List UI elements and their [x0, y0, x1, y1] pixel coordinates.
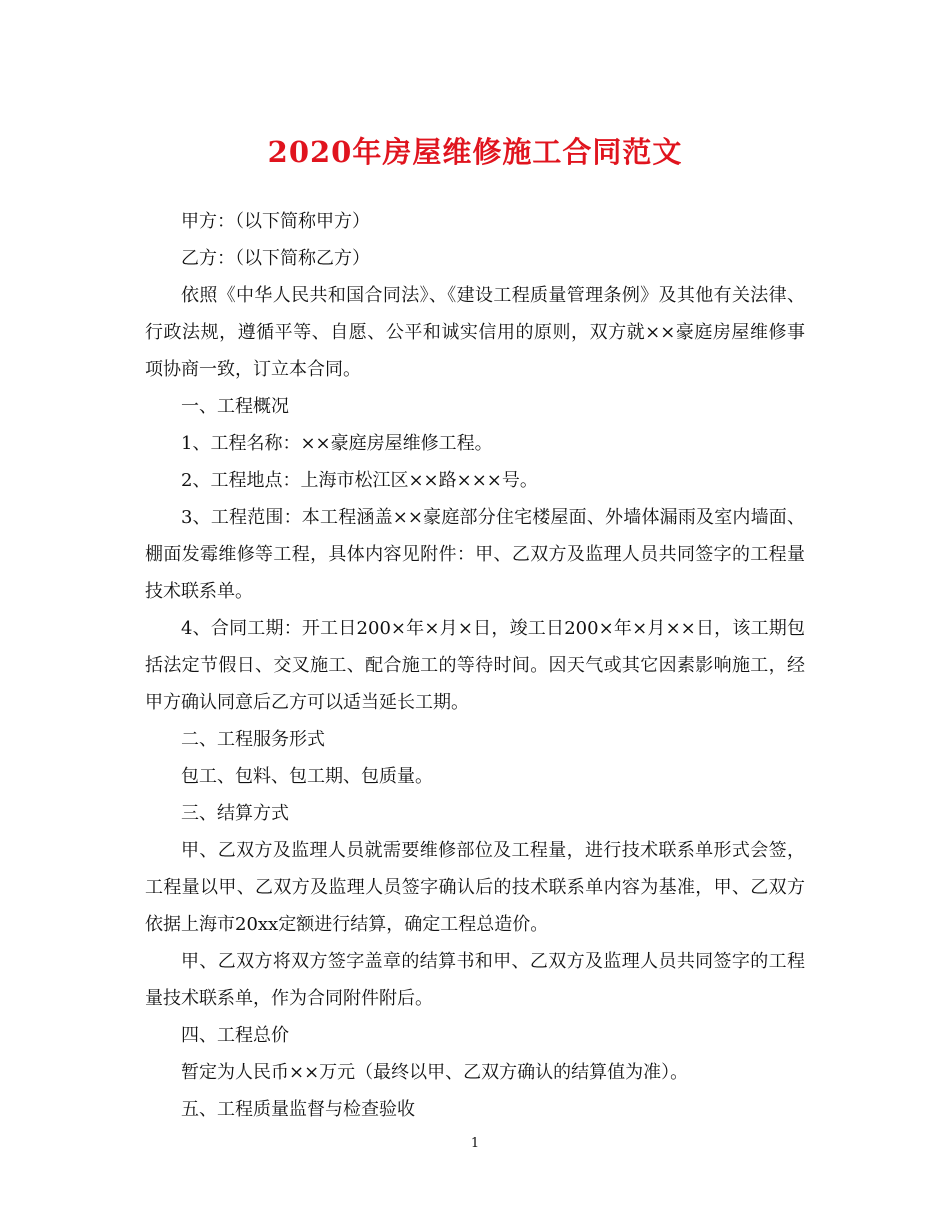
section-heading: 五、工程质量监督与检查验收 [181, 1099, 415, 1120]
clause-paragraph: 包工、包料、包工期、包质量。 [181, 766, 433, 787]
party-a-line: 甲方：（以下简称甲方） [181, 211, 370, 232]
section-heading: 四、工程总价 [181, 1025, 289, 1046]
clause-paragraph: 暂定为人民币××万元（最终以甲、乙双方确认的结算值为准）。 [181, 1062, 689, 1083]
clause-paragraph: 甲、乙双方及监理人员就需要维修部位及工程量，进行技术联系单形式会签，工程量以甲、乙双方及监理人员签字确认后的技术联系单内容为基准，甲、乙双方依据上海市20xx定额进行结算，确定工程总造价。 [145, 840, 805, 935]
section-heading: 一、工程概况 [181, 396, 289, 417]
section-heading: 三、结算方式 [181, 803, 289, 824]
party-b-line: 乙方：（以下简称乙方） [181, 248, 370, 269]
clause-paragraph: 1、工程名称：××豪庭房屋维修工程。 [181, 433, 493, 454]
page-number: 1 [470, 1136, 480, 1151]
preamble-paragraph: 依照《中华人民共和国合同法》、《建设工程质量管理条例》及其他有关法律、行政法规，遵循平等、自愿、公平和诚实信用的原则，双方就××豪庭房屋维修事项协商一致，订立本合同。 [145, 285, 805, 380]
clause-paragraph: 4、合同工期：开工日200×年×月×日，竣工日200×年×月××日，该工期包括法定节假日、交叉施工、配合施工的等待时间。因天气或其它因素影响施工，经甲方确认同意后乙方可以适当延长工期。 [145, 618, 805, 713]
section-heading: 二、工程服务形式 [181, 729, 325, 750]
clause-paragraph: 甲、乙双方将双方签字盖章的结算书和甲、乙双方及监理人员共同签字的工程量技术联系单，作为合同附件附后。 [145, 951, 805, 1009]
clause-paragraph: 2、工程地点：上海市松江区××路×××号。 [181, 470, 538, 491]
document-body [145, 203, 805, 1128]
clause-paragraph: 3、工程范围：本工程涵盖××豪庭部分住宅楼屋面、外墙体漏雨及室内墙面、棚面发霉维修等工程，具体内容见附件：甲、乙双方及监理人员共同签字的工程量技术联系单。 [145, 507, 805, 602]
document-title: 2020年房屋维修施工合同范文 [267, 135, 683, 169]
